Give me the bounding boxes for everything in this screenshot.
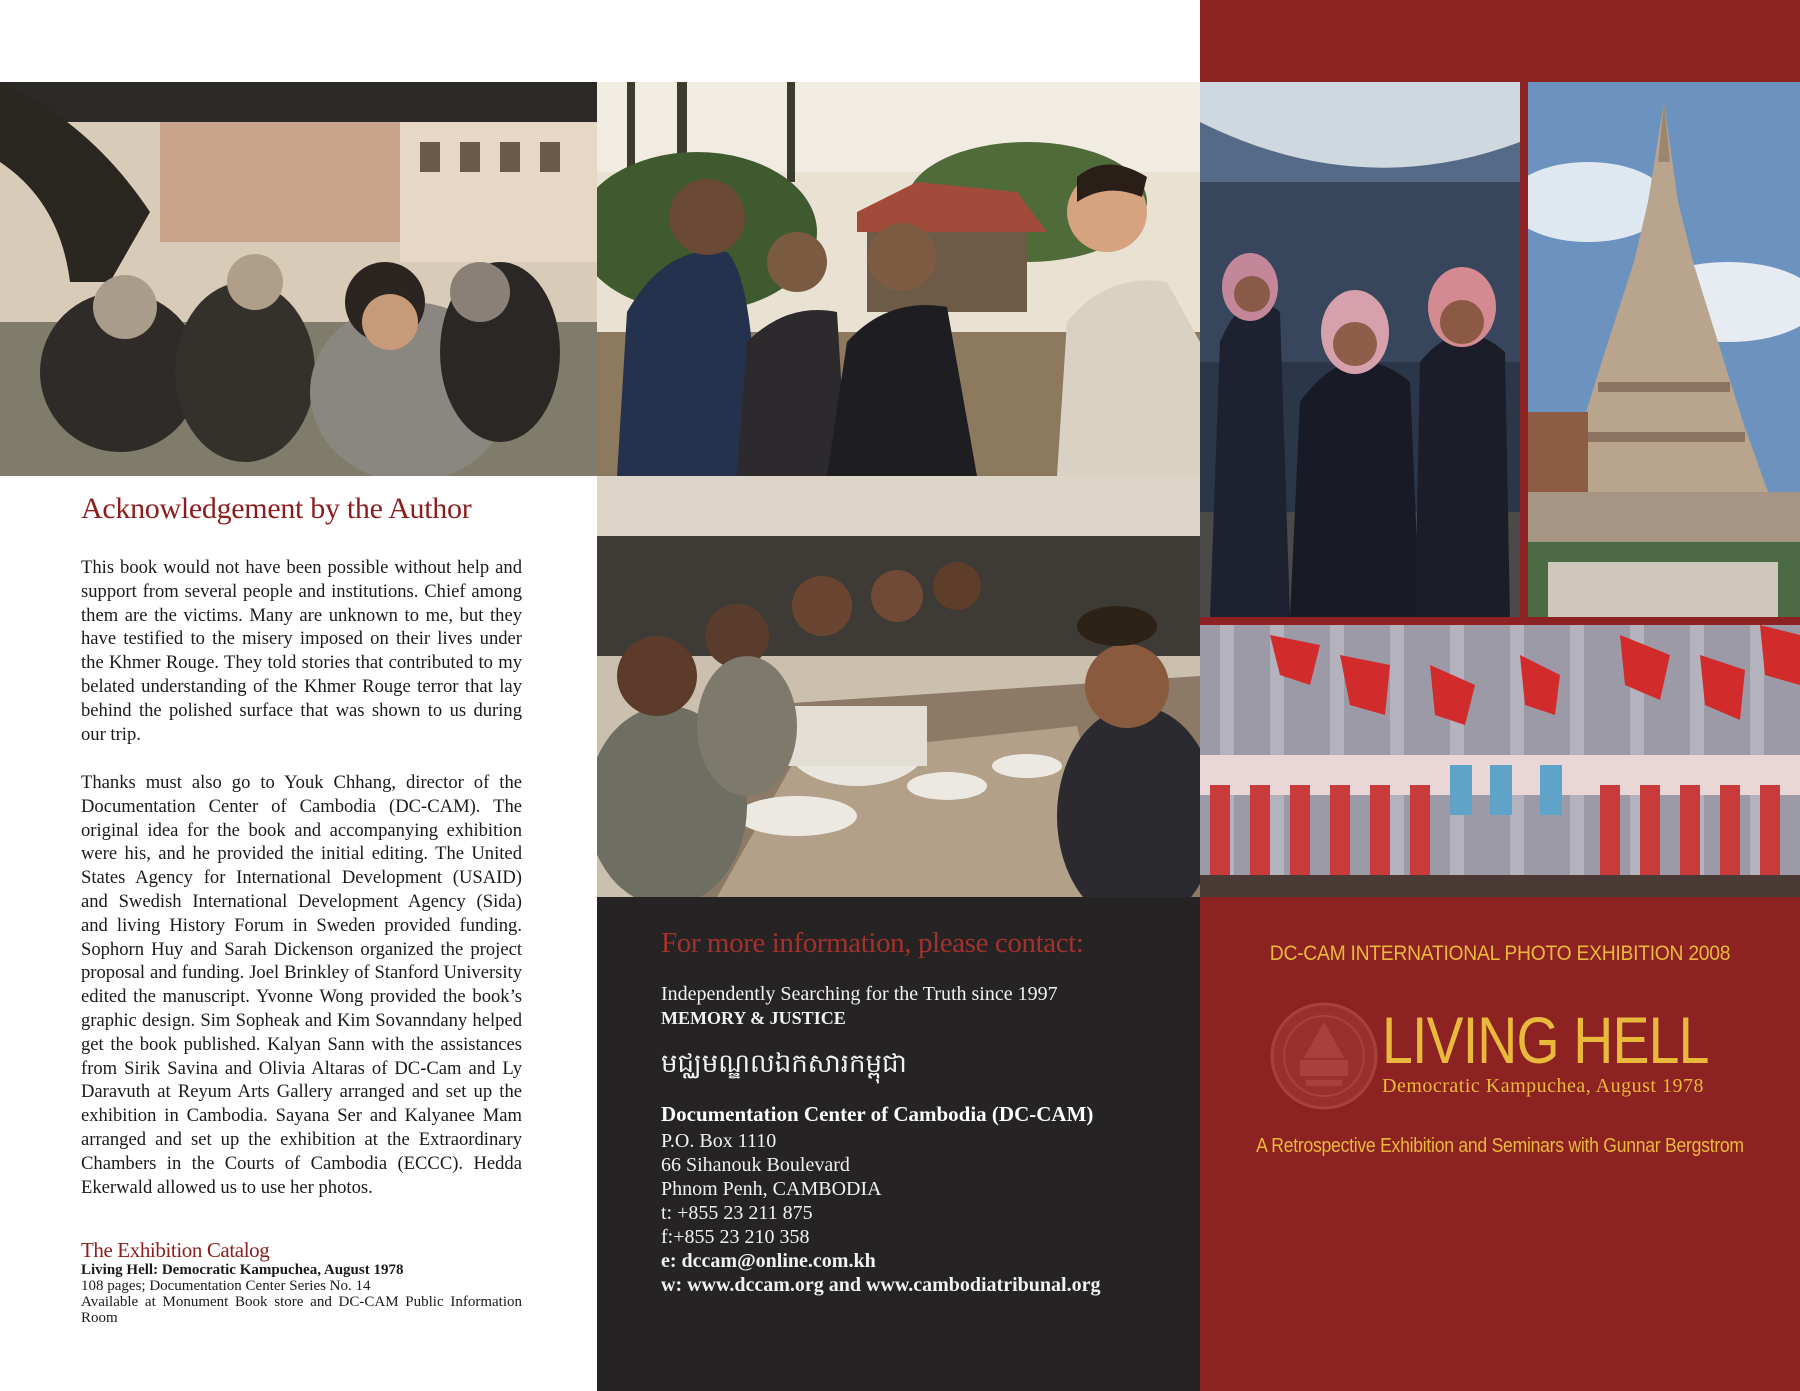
- acknowledgement-title: Acknowledgement by the Author: [81, 492, 472, 525]
- photo-women-colonial-buildings: [0, 82, 597, 476]
- exhibition-title: DC-CAM INTERNATIONAL PHOTO EXHIBITION 2008: [1269, 942, 1731, 965]
- photo-stage-red-flags: [1200, 625, 1800, 897]
- acknowledgement-paragraph-2: Thanks must also go to Youk Chhang, director of the Documentation Center of Cambodia (DC-CAM). The original idea for the book and accompanying exhibition were his, and he provided the initial editing. The United States Agency for International Development (USAID) and Swedish International Development Agency (Sida) and living History Forum in Sweden provided funding. Sophorn Huy and Sarah Dickenson organized the project proposal and funding. Joel Brinkley of Stanford University edited the manuscript. Yvonne Wong provided the book’s graphic design. Sim Sopheak and Kim Sovanndany helped get the book published. Kalyan Sann with the assistances from Sirik Savina and Olivia Altaras of DC-Cam and Ly Daravuth at Reyum Arts Gallery arranged and set up the exhibition in Cambodia. Sayana Ser and Kalyanee Mam arranged and set up the exhibition at the Extraordinary Chambers in the Courts of Cambodia (ECCC). Hedda Ekerwald allowed us to use her photos.: [81, 772, 522, 1198]
- acknowledgement-paragraph-1: This book would not have been possible without help and support from several people and institutions. Chief among them are the victims. Many are unknown to me, but they have testified to the misery imposed on their lives under the Khmer Rouge. They told stories that contributed to my belated understanding of the Khmer Rouge terror that lay behind the polished surface that was shown to us during our trip.: [81, 557, 522, 745]
- exhibition-tagline: A Retrospective Exhibition and Seminars with Gunnar Bergstrom: [1256, 1135, 1744, 1157]
- contact-motto: MEMORY & JUSTICE: [661, 1008, 846, 1028]
- contact-khmer-name: មជ្ឈមណ្ឌលឯកសារកម្ពុជា: [661, 1049, 907, 1079]
- catalog-availability: Available at Monument Book store and DC-CAM Public Information Room: [81, 1294, 522, 1326]
- contact-phone: t: +855 23 211 875: [661, 1202, 813, 1224]
- contact-email-link[interactable]: e: dccam@online.com.kh: [661, 1250, 876, 1272]
- contact-details: [661, 1129, 1100, 1297]
- contact-po-box: P.O. Box 1110: [661, 1130, 777, 1152]
- contact-web-link[interactable]: w: www.dccam.org and www.cambodiatribunal.org: [661, 1274, 1101, 1296]
- exhibition-subtitle: Democratic Kampuchea, August 1978: [1382, 1075, 1704, 1097]
- catalog-details: [81, 1262, 522, 1326]
- emblem-seal-icon: [1268, 1000, 1380, 1112]
- photo-men-talking: [597, 82, 1200, 476]
- contact-tagline: Independently Searching for the Truth since 1997: [661, 983, 1058, 1005]
- contact-block: [597, 897, 1200, 1391]
- catalog-pages: 108 pages; Documentation Center Series No. 14: [81, 1278, 371, 1294]
- catalog-title: The Exhibition Catalog: [81, 1238, 270, 1262]
- contact-organization: Documentation Center of Cambodia (DC-CAM): [661, 1102, 1094, 1126]
- contact-street: 66 Sihanouk Boulevard: [661, 1154, 850, 1176]
- catalog-book-title: Living Hell: Democratic Kampuchea, August 1978: [81, 1262, 404, 1278]
- exhibition-name: LIVING HELL: [1382, 1003, 1709, 1077]
- contact-city: Phnom Penh, CAMBODIA: [661, 1178, 882, 1200]
- contact-fax: f:+855 23 210 358: [661, 1226, 810, 1248]
- photo-children-eating: [597, 476, 1200, 897]
- contact-title: For more information, please contact:: [661, 927, 1084, 959]
- photo-women-headscarves: [1200, 82, 1520, 617]
- photo-stupa: [1528, 82, 1800, 617]
